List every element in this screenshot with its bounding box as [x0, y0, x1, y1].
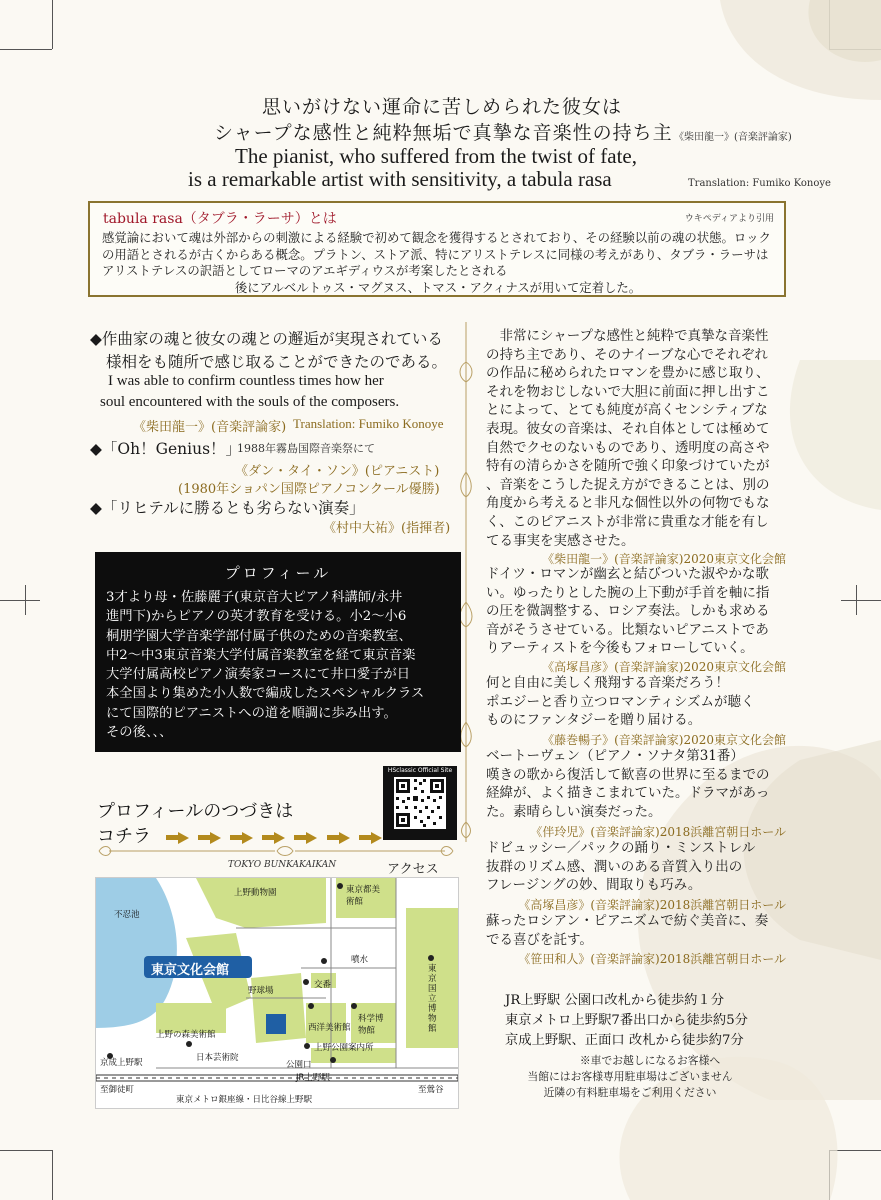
review-line: 、音楽をこうした捉え方ができることは、別の	[486, 476, 770, 493]
profile-line: 大学付属高校ピアノ演奏家コースにて井口愛子が日	[106, 667, 411, 683]
parking-note-3: 近隣の有料駐車場をご利用ください	[543, 1086, 717, 1099]
tabula-rasa-body	[102, 230, 774, 296]
review-5-credit: 《高塚昌彦》(音楽評論家)2018浜離宮朝日ホール	[518, 898, 786, 912]
header-quote-source: 《柴田龍一》(音楽評論家)	[674, 132, 792, 143]
review-line: ドビュッシー／パックの踊り・ミンストレル	[486, 840, 756, 856]
review-line: それを物おじしないで大胆に前面に押し出すこ	[486, 383, 770, 400]
review-line: 抜群のリズム感、潤いのある音質入り出の	[486, 858, 743, 875]
review-line: た。素晴らしい演奏だった。	[486, 803, 662, 820]
profile-body	[106, 588, 456, 742]
profile-line: 3才より母・佐藤麗子(東京音大ピアノ科講師/永井	[106, 590, 403, 605]
profile-more-line2[interactable]: コチラ	[97, 826, 151, 847]
map-label-art: 東京都美術館	[346, 885, 381, 907]
map-label-uguisudani: 至鶯谷	[418, 1085, 444, 1095]
header-quote-en-line2: is a remarkable artist with sensitivity, a tabula rasa	[188, 167, 612, 191]
header-quote-jp-line2: シャープな感性と純粋無垢で真摯な音楽性の持ち主	[214, 122, 673, 144]
review-line: 経緯が、よく描きこまれていた。ドラマがあっ	[486, 785, 770, 802]
parking-note-2: 当館にはお客様専用駐車場はございません	[527, 1070, 733, 1083]
map-label-national: 東京国立博物館	[428, 964, 437, 1034]
profile-line: 中2～中3東京音楽大学付属音楽教室を経て東京音楽	[106, 647, 416, 663]
map-label-geijutsu: 日本芸術院	[196, 1053, 239, 1063]
quote1-line1: ◆作曲家の魂と彼女の魂との邂逅が実現されている	[90, 330, 443, 348]
review-line: 自然でクセのないものであり、透明度の高さや	[486, 439, 770, 456]
quote2-credit: 《ダン・タイ・ソン》(ピアニスト)	[235, 464, 440, 479]
crop-mark	[52, 1150, 53, 1200]
map-label-okachimachi: 至御徒町	[100, 1085, 135, 1095]
review-line: ポエジーと香り立つロマンティシズムが聴く	[486, 693, 755, 710]
map-label-pond: 不忍池	[114, 910, 140, 920]
quote1-credit: 《柴田龍一》(音楽評論家)	[133, 420, 287, 435]
map-label-venue: 東京文化会館	[151, 963, 230, 978]
qr-code-icon	[383, 766, 457, 840]
profile-line: 進門下)からピアノの英才教育を受ける。小2～小6	[106, 609, 407, 625]
profile-line: その後、、、	[106, 725, 173, 741]
quote2-credit-award: (1980年ショパン国際ピアノコンクール優勝)	[178, 482, 440, 497]
review-line: 何と自由に美しく飛翔する音楽だろう！	[486, 675, 729, 691]
review-5	[486, 839, 791, 895]
review-line: りアーティストを今後もフォローしていく。	[486, 640, 754, 657]
review-line: 特有の清らかさを随所で強く印象づけていたが	[486, 458, 770, 475]
review-line: てる事実を実感させた。	[486, 532, 635, 549]
crop-mark	[0, 49, 52, 50]
access-heading: アクセス	[387, 862, 439, 877]
profile-line: にて国際的ピアニストへの道を順調に歩み出す。	[106, 705, 397, 721]
tabula-rasa-source: ウキペディアより引用	[684, 214, 774, 224]
map-label-fountain: 噴水	[351, 955, 369, 965]
tabula-rasa-text-last: 後にアルベルトゥス・マグヌス、トマス・アクィナスが用いて定着した。	[234, 279, 642, 295]
review-line: ドイツ・ロマンが幽玄と結びついた淑やかな歌	[486, 566, 769, 582]
header-translation-credit: Translation: Fumiko Konoye	[688, 178, 831, 189]
profile-line: 本全国より集めた小人数で編成したスペシャルクラス	[106, 686, 425, 702]
quote2-text: ◆「Oh！Genius！」	[90, 440, 242, 458]
tabula-rasa-text: 感覚論において魂は外部からの刺激による経験で初めて観念を獲得するとされており、その経験以前の魂の状態。ロックの用語とされるが古くからある概念。プラトン、ストア派、特にアリストテレスに同様の考えがあり、タブラ・ラーサはアリストテレスの訳語としてローマのアエギディウスが考案したとされる	[102, 230, 771, 278]
review-line: の持ち主であり、そのナイーブな心でそれぞれ	[486, 346, 768, 363]
crop-mark	[52, 0, 53, 49]
map-label-science: 科学博物館	[358, 1014, 384, 1036]
crop-mark	[0, 600, 40, 601]
map-label-info: 上野公園案内所	[314, 1043, 374, 1053]
quote3-text: ◆「リヒテルに勝るとも劣らない演奏」	[90, 499, 365, 517]
tabula-rasa-title: tabula rasa（タブラ・ラーサ）とは	[103, 211, 337, 227]
review-4-credit: 《伴玲児》(音楽評論家)2018浜離宮朝日ホール	[530, 825, 786, 839]
review-1-credit: 《柴田龍一》(音楽評論家)2020東京文化会館	[542, 552, 786, 566]
review-line: 表現。彼女の音楽は、それ自体としては極めて	[486, 420, 770, 437]
parking-note-1: ※車でお越しになるお客様へ	[579, 1054, 721, 1067]
crop-mark	[0, 1150, 52, 1151]
header-quote-jp-line1: 思いがけない運命に苦しめられた彼女は	[262, 96, 623, 118]
quote3-credit: 《村中大祐》(指揮者)	[323, 521, 451, 536]
review-line: ものにファンタジーを贈り届ける。	[486, 712, 702, 729]
review-4	[486, 747, 791, 821]
review-line: 蘇ったロシアン・ピアニズムで紡ぐ美音に、奏	[486, 913, 769, 929]
review-line: く、このピアニストが非常に貴重な才能を有し	[486, 513, 769, 530]
review-line: 音がそうさせている。比類ないピアニストであ	[486, 621, 769, 638]
quote2-note: 1988年霧島国際音楽祭にて	[237, 442, 375, 455]
review-6-credit: 《笹田和人》(音楽評論家)2018浜離宮朝日ホール	[518, 952, 786, 966]
map-label-koenguchi: 公園口	[286, 1060, 312, 1070]
map-label-western: 西洋美術館	[308, 1023, 351, 1033]
profile-title: プロフィール	[224, 564, 332, 582]
profile-more-line1: プロフィールのつづきは	[97, 801, 294, 822]
map-graphic	[96, 878, 458, 1108]
crop-mark	[25, 585, 26, 615]
access-line-metro: 東京メトロ上野駅7番出口から徒歩約5分	[505, 1013, 748, 1028]
map-label-forest: 上野の森美術館	[156, 1030, 216, 1040]
quote1-en-line1: I was able to confirm countless times how her	[108, 373, 384, 389]
profile-box	[95, 552, 461, 752]
header-quote-en-line1: The pianist, who suffered from the twist of fate,	[235, 144, 638, 168]
map-label-metro: 東京メトロ銀座線・日比谷線上野駅	[176, 1095, 313, 1105]
review-line: 嘆きの歌から復活して歓喜の世界に至るまでの	[486, 766, 770, 783]
review-2-credit: 《高塚昌彦》(音楽評論家)2020東京文化会館	[542, 660, 786, 674]
review-3	[486, 674, 791, 730]
review-line: 角度から考えると非凡な個性以外の何物でもな	[486, 495, 770, 512]
map-label-keisei: 京成上野駅	[100, 1058, 143, 1068]
review-6	[486, 912, 791, 949]
quote1-line2: 様相をも随所で感じ取ることができたのである。	[106, 353, 448, 371]
quote1-translation: Translation: Fumiko Konoye	[293, 416, 444, 431]
review-2	[486, 565, 791, 658]
review-line: ベートーヴェン（ピアノ・ソナタ第31番）	[486, 748, 744, 764]
access-line-keisei: 京成上野駅、正面口 改札から徒歩約7分	[505, 1033, 744, 1048]
map-label-jr: JR上野駅	[296, 1073, 330, 1083]
qr-caption: HSclassic Official Site	[387, 767, 453, 774]
profile-line: 桐朋学園大学音楽学部付属子供のための音楽教室、	[106, 628, 412, 644]
qr-code[interactable]	[383, 766, 457, 840]
map-label-police: 交番	[314, 980, 332, 990]
review-3-credit: 《藤巻暢子》(音楽評論家)2020東京文化会館	[542, 733, 786, 747]
review-1	[486, 327, 791, 550]
venue-name-en: TOKYO BUNKAKAIKAN	[228, 860, 337, 870]
access-line-jr: JR上野駅 公園口改札から徒歩約１分	[505, 993, 725, 1008]
review-line: フレージングの妙、間取りも巧み。	[486, 877, 702, 894]
map-label-baseball: 野球場	[248, 986, 274, 996]
review-line: の作品に秘められたロマンを豊かに感じ取り、	[486, 365, 770, 382]
review-line: 非常にシャープな感性と純粋で真摯な音楽性	[486, 328, 769, 344]
review-line: の圧を微調整する、ロシア奏法。しかも求める	[486, 603, 770, 620]
access-map[interactable]	[95, 877, 459, 1109]
map-label-zoo: 上野動物園	[234, 888, 277, 898]
quote1-en-line2: soul encountered with the souls of the composers.	[100, 394, 400, 410]
review-line: とによって、とても純度が高くセンシティブな	[486, 402, 768, 419]
review-line: い。ゆったりとした腕の上下動が手首を軸に指	[486, 584, 770, 601]
review-line: でる喜びを託す。	[486, 931, 593, 948]
tabula-rasa-box	[88, 201, 786, 297]
